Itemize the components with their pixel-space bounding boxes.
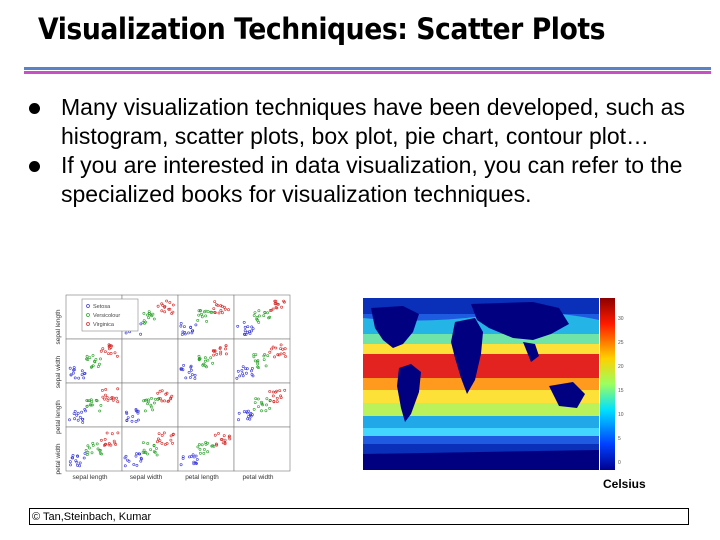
colorbar-tick: 5: [618, 436, 621, 442]
matrix-cell: [66, 383, 122, 427]
colorbar-tick: 10: [618, 412, 624, 418]
bullet-list: [28, 93, 688, 209]
colorbar: [598, 298, 628, 470]
slide-title: Visualization Techniques: Scatter Plots: [38, 12, 606, 46]
matrix-cell: [234, 427, 290, 471]
legend-versicolour: Versicolour: [93, 313, 121, 319]
matrix-cell: [178, 427, 234, 471]
bullet-dot-icon: [29, 161, 40, 172]
matrix-cell: [234, 295, 290, 339]
title-divider-pink: [24, 71, 711, 74]
colorbar-tick: 25: [618, 340, 624, 346]
row-label-petal-width: petal width: [55, 443, 62, 475]
bullet-item: [28, 151, 688, 209]
bullet-text: If you are interested in data visualization, you can refer to the specialized books for visualization techniques.: [61, 152, 683, 207]
matrix-cell: [178, 339, 234, 383]
legend-setosa: Setosa: [93, 304, 111, 310]
temperature-map-figure: [363, 298, 599, 470]
copyright-footer: © Tan,Steinbach, Kumar: [29, 508, 689, 525]
colorbar-tick: 30: [618, 316, 624, 322]
row-label-sepal-width: sepal width: [55, 355, 62, 389]
colorbar-tick: 20: [618, 364, 624, 370]
colorbar-tick: 15: [618, 388, 624, 394]
col-label-petal-length: petal length: [185, 474, 219, 481]
scatter-matrix-figure: [52, 293, 300, 483]
col-label-sepal-width: sepal width: [129, 474, 163, 481]
bullet-dot-icon: [29, 103, 40, 114]
bullet-text: Many visualization techniques have been developed, such as histogram, scatter plots, box plot, pie chart, contour plot…: [61, 94, 685, 149]
col-label-sepal-length: sepal length: [72, 474, 108, 481]
scatter-legend: [82, 299, 138, 331]
row-label-sepal-length: sepal length: [55, 309, 62, 345]
colorbar-label: Celsius: [603, 477, 646, 491]
colorbar-tick: 0: [618, 460, 621, 466]
matrix-cell: [122, 339, 178, 383]
title-divider-blue: [24, 67, 711, 70]
legend-virginica: Virginica: [93, 322, 114, 328]
bullet-item: [28, 93, 688, 151]
matrix-cell: [178, 383, 234, 427]
row-label-petal-length: petal length: [55, 400, 62, 434]
col-label-petal-width: petal width: [242, 474, 274, 481]
